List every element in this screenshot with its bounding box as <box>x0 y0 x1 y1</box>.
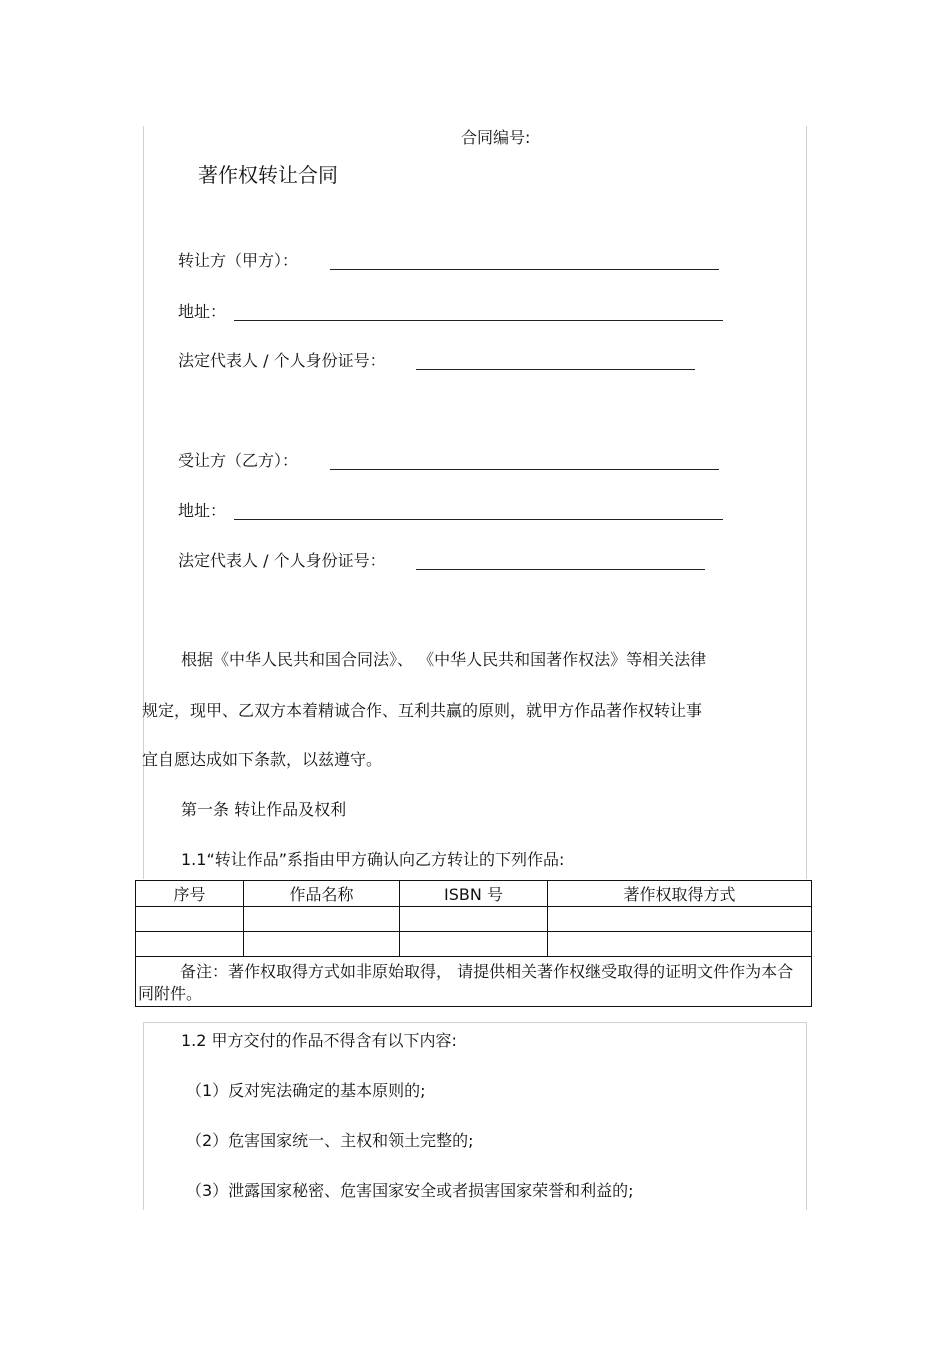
prohibited-item-2: （2）危害国家统一、主权和领土完整的; <box>186 1131 474 1150</box>
party-b-name-field[interactable] <box>330 469 719 470</box>
header-cell-acquisition: 著作权取得方式 <box>548 881 812 907</box>
party-b-address-field[interactable] <box>234 519 723 520</box>
party-b-address-label: 地址： <box>178 501 227 520</box>
page-border-right-lower <box>806 1022 807 1210</box>
table-note-text: 备注：著作权取得方式如非原始取得， 请提供相关著作权继受取得的证明文件作为本合同附件。 <box>138 961 794 1003</box>
works-table-header-row <box>136 881 812 907</box>
header-cell-serial: 序号 <box>136 881 244 907</box>
table-cell[interactable] <box>136 932 244 957</box>
party-a-name-field[interactable] <box>330 269 719 270</box>
preamble-line-1: 根据《中华人民共和国合同法》、 《中华人民共和国著作权法》等相关法律 <box>181 650 707 669</box>
party-a-address-label: 地址： <box>178 302 227 321</box>
clause-1-2: 1.2 甲方交付的作品不得含有以下内容: <box>181 1031 457 1050</box>
contract-number-label: 合同编号: <box>461 128 531 147</box>
page-border-right <box>806 126 807 879</box>
works-table <box>135 880 812 1007</box>
prohibited-item-1: （1）反对宪法确定的基本原则的; <box>186 1081 426 1100</box>
party-b-id-label: 法定代表人 / 个人身份证号： <box>178 551 386 570</box>
table-cell[interactable] <box>548 932 812 957</box>
header-cell-isbn: ISBN 号 <box>400 881 548 907</box>
prohibited-item-3: （3）泄露国家秘密、危害国家安全或者损害国家荣誉和利益的; <box>186 1181 634 1200</box>
page-border-top-lower <box>143 1022 807 1023</box>
table-row <box>136 932 812 957</box>
page-title: 著作权转让合同 <box>198 163 338 187</box>
table-row <box>136 907 812 932</box>
header-cell-work-name: 作品名称 <box>244 881 400 907</box>
table-cell[interactable] <box>136 907 244 932</box>
party-a-address-field[interactable] <box>234 320 723 321</box>
table-note-cell <box>136 957 812 1007</box>
party-b-name-label: 受让方（乙方）： <box>178 451 299 470</box>
party-a-id-field[interactable] <box>416 369 695 370</box>
table-cell[interactable] <box>400 932 548 957</box>
table-cell[interactable] <box>244 907 400 932</box>
party-b-id-field[interactable] <box>416 569 705 570</box>
party-a-name-label: 转让方（甲方）： <box>178 251 299 270</box>
table-note-row <box>136 957 812 1007</box>
preamble-line-2: 规定，现甲、乙双方本着精诚合作、互利共赢的原则，就甲方作品著作权转让事 <box>142 701 703 720</box>
table-cell[interactable] <box>244 932 400 957</box>
clause-1-1: 1.1“转让作品”系指由甲方确认向乙方转让的下列作品: <box>181 850 565 869</box>
preamble-line-3: 宜自愿达成如下条款，以兹遵守。 <box>142 750 383 769</box>
page-border-left-lower <box>143 1022 144 1210</box>
table-cell[interactable] <box>400 907 548 932</box>
table-cell[interactable] <box>548 907 812 932</box>
party-a-id-label: 法定代表人 / 个人身份证号： <box>178 351 386 370</box>
article-1-heading: 第一条 转让作品及权利 <box>181 800 347 819</box>
